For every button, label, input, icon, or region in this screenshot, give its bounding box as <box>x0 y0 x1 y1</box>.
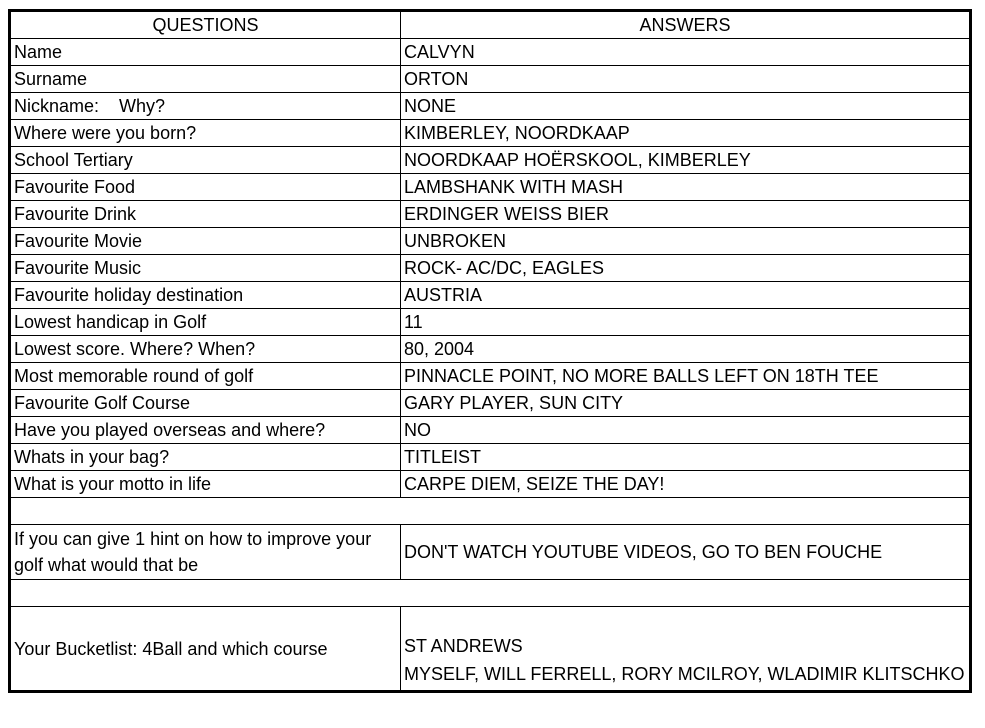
table-row <box>11 309 970 336</box>
question-cell: Favourite Movie <box>11 228 401 255</box>
spacer-cell <box>11 580 970 607</box>
bucketlist-row <box>11 607 970 691</box>
answer-cell: ERDINGER WEISS BIER <box>401 201 970 228</box>
answer-cell: 11 <box>401 309 970 336</box>
answer-cell: TITLEIST <box>401 444 970 471</box>
question-cell: Favourite holiday destination <box>11 282 401 309</box>
spacer-row <box>11 580 970 607</box>
table-row <box>11 228 970 255</box>
hint-question-cell: If you can give 1 hint on how to improve your golf what would that be <box>11 525 401 580</box>
answer-cell: CALVYN <box>401 39 970 66</box>
question-cell: Favourite Drink <box>11 201 401 228</box>
questions-header: QUESTIONS <box>11 12 401 39</box>
table-row <box>11 390 970 417</box>
question-cell: Name <box>11 39 401 66</box>
bucketlist-answer-line-1: ST ANDREWS <box>404 636 523 656</box>
answer-cell: UNBROKEN <box>401 228 970 255</box>
table-row <box>11 93 970 120</box>
spacer-row <box>11 498 970 525</box>
question-cell: Favourite Food <box>11 174 401 201</box>
answer-cell: AUSTRIA <box>401 282 970 309</box>
question-cell: What is your motto in life <box>11 471 401 498</box>
hint-answer-cell: DON'T WATCH YOUTUBE VIDEOS, GO TO BEN FOUCHE <box>401 525 970 580</box>
header-row <box>11 12 970 39</box>
answer-cell: NONE <box>401 93 970 120</box>
table-row <box>11 174 970 201</box>
table-row <box>11 282 970 309</box>
table-row <box>11 444 970 471</box>
question-cell: Lowest handicap in Golf <box>11 309 401 336</box>
answer-cell: ROCK- AC/DC, EAGLES <box>401 255 970 282</box>
question-cell: School Tertiary <box>11 147 401 174</box>
answer-cell: NOORDKAAP HOËRSKOOL, KIMBERLEY <box>401 147 970 174</box>
table-row <box>11 417 970 444</box>
question-cell: Nickname: Why? <box>11 93 401 120</box>
question-cell: Where were you born? <box>11 120 401 147</box>
table-row <box>11 336 970 363</box>
answer-cell: LAMBSHANK WITH MASH <box>401 174 970 201</box>
answer-cell: PINNACLE POINT, NO MORE BALLS LEFT ON 18TH TEE <box>401 363 970 390</box>
table-row <box>11 201 970 228</box>
table-row <box>11 120 970 147</box>
questionnaire-sheet <box>8 9 972 693</box>
table-row <box>11 66 970 93</box>
question-cell: Favourite Music <box>11 255 401 282</box>
question-cell: Most memorable round of golf <box>11 363 401 390</box>
table-row <box>11 471 970 498</box>
answers-header: ANSWERS <box>401 12 970 39</box>
answer-cell: 80, 2004 <box>401 336 970 363</box>
question-cell: Surname <box>11 66 401 93</box>
answer-cell: NO <box>401 417 970 444</box>
question-cell: Favourite Golf Course <box>11 390 401 417</box>
table-row <box>11 147 970 174</box>
question-cell: Have you played overseas and where? <box>11 417 401 444</box>
answer-cell: GARY PLAYER, SUN CITY <box>401 390 970 417</box>
table-row <box>11 363 970 390</box>
question-cell: Whats in your bag? <box>11 444 401 471</box>
bucketlist-answer-cell <box>401 607 970 691</box>
table-row <box>11 255 970 282</box>
hint-row <box>11 525 970 580</box>
questionnaire-table <box>10 11 970 691</box>
table-row <box>11 39 970 66</box>
question-cell: Lowest score. Where? When? <box>11 336 401 363</box>
answer-cell: ORTON <box>401 66 970 93</box>
answer-cell: KIMBERLEY, NOORDKAAP <box>401 120 970 147</box>
bucketlist-question-cell: Your Bucketlist: 4Ball and which course <box>11 607 401 691</box>
spacer-cell <box>11 498 970 525</box>
bucketlist-answer-line-2: MYSELF, WILL FERRELL, RORY MCILROY, WLADIMIR KLITSCHKO <box>404 664 965 684</box>
answer-cell: CARPE DIEM, SEIZE THE DAY! <box>401 471 970 498</box>
